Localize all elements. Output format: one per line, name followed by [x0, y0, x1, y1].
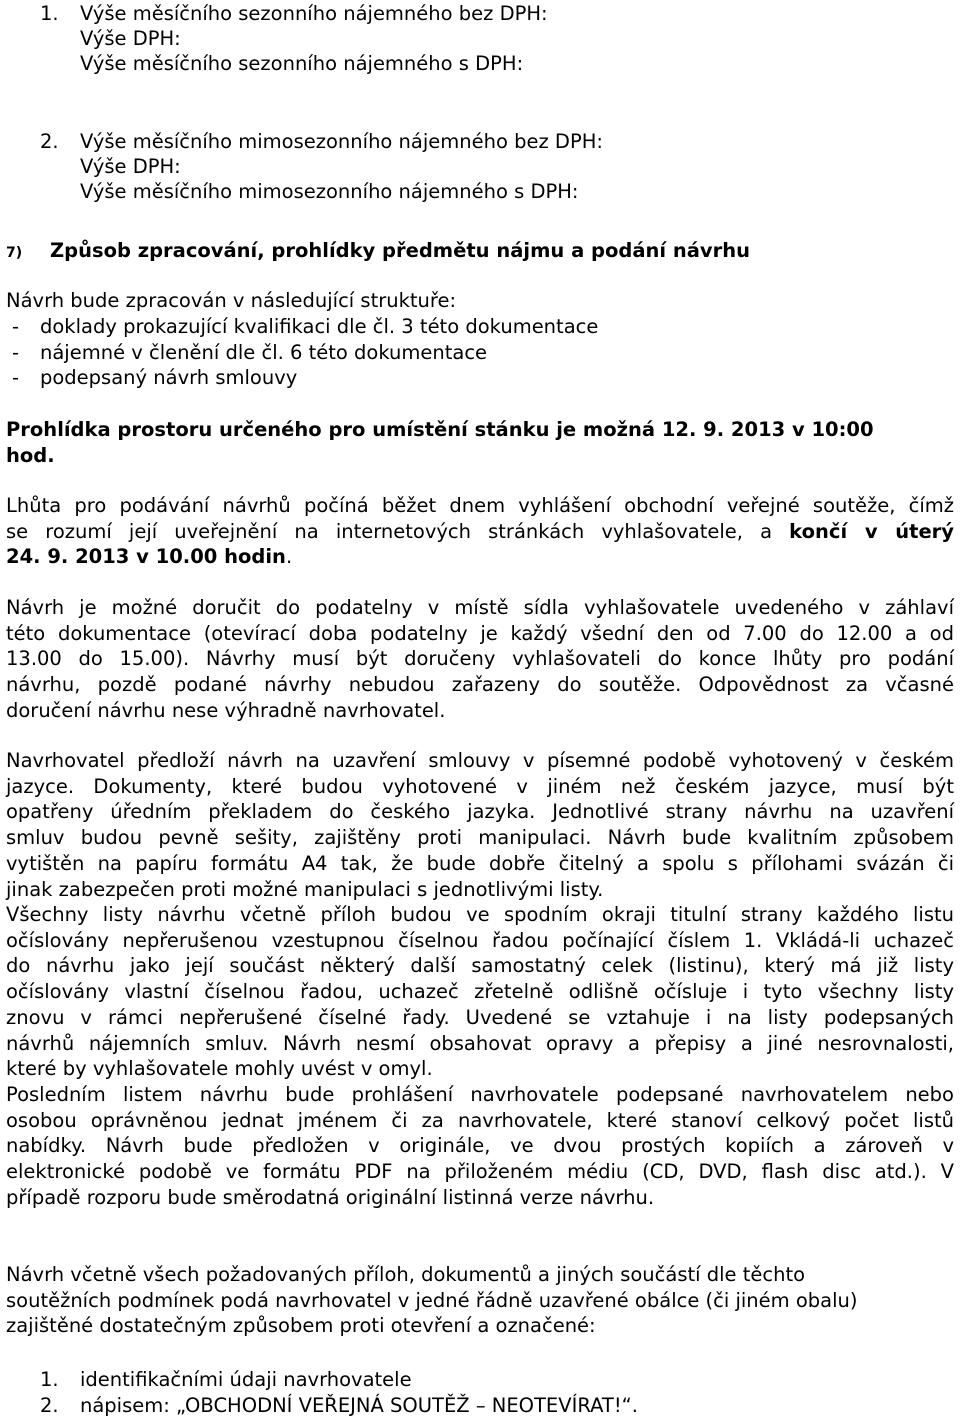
rent-offseason-vat-label: Výše DPH:	[80, 155, 181, 178]
rent-offseason-net-label: Výše měsíčního mimosezonního nájemného bez DPH:	[80, 130, 603, 153]
paragraph-line: vytištěn na papíru formátu A4 tak, že bude dobře čitelný a spolu s přílohami svázán či	[6, 851, 954, 875]
paragraph-line: Všechny listy návrhu včetně příloh budou ve spodním okraji titulní strany každého listu	[6, 903, 954, 926]
paragraph-line: do návrhu jako její součást některý další samostatný celek (listinu), který má již listy	[6, 954, 954, 978]
paragraph-line: soutěžních podmínek podá navrhovatel v jedné řádně uzavřené obálce (či jiném obalu)	[6, 1288, 858, 1312]
list-number: 1.	[40, 2, 59, 25]
paragraph-line: Posledním listem návrhu bude prohlášení navrhovatele podepsané navrhovatelem nebo	[6, 1083, 954, 1106]
section-number: 7)	[6, 245, 23, 261]
paragraph-line: nabídky. Návrh bude předložen v originále, ve dvou prostých kopiích a zároveň v	[6, 1134, 954, 1158]
list-number: 1.	[40, 1368, 59, 1391]
list-item	[0, 365, 960, 391]
rent-seasonal-net-label: Výše měsíčního sezonního nájemného bez DPH:	[80, 2, 548, 25]
numbering-paragraph	[0, 902, 960, 1082]
list-number: 2.	[40, 1393, 59, 1417]
structure-list	[0, 314, 960, 391]
deadline-bold: končí v úterý	[789, 519, 955, 543]
list-item	[0, 340, 960, 366]
paragraph-line: Navrhovatel předloží návrh na uzavření smlouvy v písemné podobě vyhotovený v českém	[6, 749, 954, 772]
rent-seasonal-vat-label: Výše DPH:	[80, 27, 181, 50]
deadline-period: .	[285, 545, 293, 569]
paragraph-line: Návrh je možné doručit do podatelny v místě sídla vyhlašovatele uvedeného v záhlaví	[6, 596, 954, 619]
paragraph-line: opatřeny úředním překladem do českého jazyka. Jednotlivé strany návrhu na uzavření	[6, 800, 954, 824]
structure-item-text: doklady prokazující kvalifikaci dle čl. 3 této dokumentace	[40, 315, 599, 338]
deadline-paragraph	[0, 493, 960, 570]
paragraph-line: 13.00 do 15.00). Návrhy musí být doručeny vyhlašovateli do konce lhůty pro podání	[6, 647, 954, 671]
paragraph-line	[0, 519, 960, 545]
language-paragraph	[0, 748, 960, 902]
rent-seasonal-gross-label: Výše měsíčního sezonního nájemného s DPH:	[80, 52, 524, 75]
list-number: 2.	[40, 130, 59, 153]
list-item	[0, 1393, 960, 1418]
paragraph-line: očíslovány nepřerušenou vzestupnou číselnou řadou počínající číslem 1. Vkládá-li uchazeč	[6, 928, 954, 952]
section-title: Způsob zpracování, prohlídky předmětu nájmu a podání návrhu	[50, 239, 750, 262]
paragraph-line: znovu v rámci nepřerušené číselné řady. Uvedené se vztahuje i na listy podepsaných	[6, 1005, 954, 1029]
paragraph-line: které by vyhlašovatele mohly uvést v omyl.	[6, 1057, 433, 1081]
list-item	[0, 1367, 960, 1393]
inspection-line: Prohlídka prostoru určeného pro umístění stánku je možná 12. 9. 2013 v 10:00	[6, 418, 874, 441]
envelope-paragraph	[0, 1262, 960, 1339]
paragraph-line: osobou oprávněnou jednat jménem či za navrhovatele, které stanoví celkový počet listů	[6, 1108, 954, 1132]
rent-offseason-gross-label: Výše měsíčního mimosezonního nájemného s DPH:	[80, 180, 579, 203]
structure-item-text: podepsaný návrh smlouvy	[40, 366, 298, 390]
inspection-paragraph	[0, 417, 960, 468]
list-item	[0, 314, 960, 340]
paragraph-line: návrhů nájemních smluv. Návrh nesmí obsahovat opravy a přepisy a jiné nesrovnalosti,	[6, 1031, 954, 1055]
deadline-text: se rozumí její uveřejnění na internetových stránkách vyhlašovatele, a	[6, 519, 773, 543]
structure-item-text: nájemné v členění dle čl. 6 této dokumentace	[40, 340, 488, 364]
paragraph-line: elektronické podobě ve formátu PDF na přiloženém médiu (CD, DVD, flash disc atd.). V	[6, 1160, 954, 1184]
paragraph-line: doručení návrhu nese výhradně navrhovatel.	[6, 698, 446, 722]
paragraph-line: jazyce. Dokumenty, které budou vyhotovené v jiném než českém jazyce, musí být	[6, 774, 954, 798]
list-item-text: identifikačními údaji navrhovatele	[80, 1368, 412, 1391]
paragraph-line: Lhůta pro podávání návrhů počíná běžet dnem vyhlášení obchodní veřejné soutěže, čímž	[6, 494, 954, 517]
paragraph-line: této dokumentace (otevírací doba podatelny je každý všední den od 7.00 do 12.00 a od	[6, 621, 954, 645]
paragraph-line: případě rozporu bude směrodatná originální listinná verze návrhu.	[6, 1185, 655, 1209]
paragraph-line: očíslovány vlastní číselnou řadou, uchazeč zřetelně odlišně očísluje i tyto všechny listy	[6, 980, 954, 1004]
paragraph-line	[0, 544, 960, 570]
dash-bullet: -	[12, 366, 20, 390]
dash-bullet: -	[12, 315, 20, 338]
paragraph-line: smluv budou pevně sešity, zajištěny proti manipulaci. Návrh bude kvalitním způsobem	[6, 826, 954, 850]
inspection-line: hod.	[6, 443, 55, 467]
paragraph-line: Návrh včetně všech požadovaných příloh, dokumentů a jiných součástí dle těchto	[6, 1263, 806, 1286]
list-item-text: nápisem: „OBCHODNÍ VEŘEJNÁ SOUTĚŽ – NEOTEVÍRAT!“.	[80, 1393, 638, 1417]
structure-intro: Návrh bude zpracován v následující struktuře:	[6, 289, 457, 312]
paragraph-line: návrhu, pozdě podané návrhy nebudou zařazeny do soutěže. Odpovědnost za včasné	[6, 673, 954, 697]
envelope-list	[0, 1367, 960, 1418]
section-heading	[0, 238, 960, 267]
delivery-paragraph	[0, 595, 960, 724]
dash-bullet: -	[12, 340, 20, 364]
last-sheet-paragraph	[0, 1082, 960, 1211]
paragraph-line: zajištěné dostatečným způsobem proti otevření a označené:	[6, 1314, 596, 1338]
paragraph-line: jinak zabezpečen proti možné manipulaci s jednotlivými listy.	[6, 877, 604, 901]
deadline-date: 24. 9. 2013 v 10.00 hodin	[6, 545, 286, 569]
